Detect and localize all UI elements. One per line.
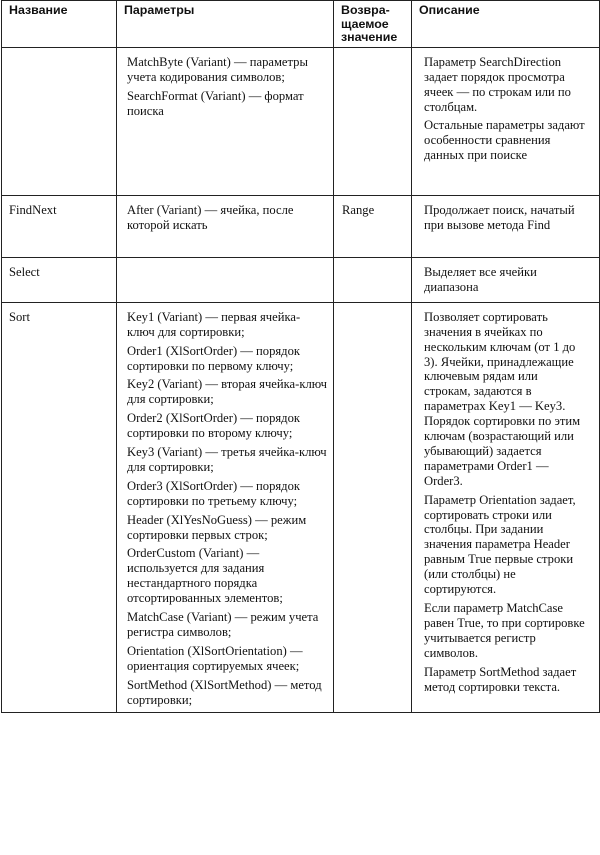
params-cell xyxy=(117,47,334,195)
param-text: Order1 (XlSortOrder) — порядок сортировки по первому ключу; xyxy=(127,343,300,373)
desc-cell xyxy=(412,302,600,712)
method-name-cell: FindNext xyxy=(2,195,117,257)
param-text: Key3 (Variant) — третья ячейка-ключ для сортировки; xyxy=(127,445,327,474)
desc-text: Параметр SortMethod задает метод сортировки текста. xyxy=(424,664,577,694)
returns-cell xyxy=(334,302,412,712)
param-text: SortMethod (XlSortMethod) — метод сортировки; xyxy=(127,677,322,707)
header-desc: Описание xyxy=(412,1,600,48)
header-params: Параметры xyxy=(117,1,334,48)
table-row xyxy=(2,195,600,257)
header-returns xyxy=(334,1,412,48)
param-text: Key1 (Variant) — первая ячейка-ключ для сортировки; xyxy=(127,309,301,339)
desc-cell xyxy=(412,257,600,302)
table-header-row xyxy=(2,1,600,48)
desc-text: Параметр Orientation задает, сортировать строки или столбцы. При задании значения параметра Header равным True первые строки (или столбцы) не сортируются. xyxy=(424,492,576,597)
desc-text: Остальные параметры задают особенности сравнения данных при поиске xyxy=(424,118,585,163)
desc-text: Позволяет сортировать значения в ячейках по нескольким ключам (от 1 до 3). Ячейки, принадлежащие ключевым рядам или строкам, задаются в параметрах Key1 — Key3. Порядок сортировки по этим ключам (возрастающий или убывающий) задается параметрами Order1 — Order3. xyxy=(424,309,581,488)
params-cell xyxy=(117,195,334,257)
header-name: Название xyxy=(2,1,117,48)
params-cell xyxy=(117,302,334,712)
param-text: Order3 (XlSortOrder) — порядок сортировки по третьему ключу; xyxy=(127,478,300,508)
table-row xyxy=(2,47,600,195)
params-cell xyxy=(117,257,334,302)
param-text: OrderCustom (Variant) — используется для задания нестандартного порядка отсортированных элементов; xyxy=(127,546,283,606)
desc-text: Выделяет все ячейки диапазона xyxy=(424,264,537,294)
param-text: Orientation (XlSortOrientation) — ориентация сортируемых ячеек; xyxy=(127,643,303,673)
table-row xyxy=(2,302,600,712)
method-name-cell xyxy=(2,47,117,195)
returns-cell: Range xyxy=(334,195,412,257)
desc-text: Параметр SearchDirection задает порядок просмотра ячеек — по строкам или по столбцам. xyxy=(424,54,571,114)
param-text: MatchCase (Variant) — режим учета регистра символов; xyxy=(127,610,319,639)
param-text: After (Variant) — ячейка, после которой искать xyxy=(127,202,294,232)
table-row xyxy=(2,257,600,302)
param-text: MatchByte (Variant) — параметры учета кодирования символов; xyxy=(127,54,308,84)
header-returns-line-3: значение xyxy=(341,30,398,45)
method-name-cell: Sort xyxy=(2,302,117,712)
methods-table xyxy=(1,0,600,713)
returns-cell xyxy=(334,47,412,195)
param-text: Key2 (Variant) — вторая ячейка-ключ для сортировки; xyxy=(127,377,327,407)
param-text: Header (XlYesNoGuess) — режим сортировки первых строк; xyxy=(127,512,307,542)
method-name-cell: Select xyxy=(2,257,117,302)
desc-text: Продолжает поиск, начатый при вызове метода Find xyxy=(424,202,575,232)
param-text: Order2 (XlSortOrder) — порядок сортировки по второму ключу; xyxy=(127,411,300,441)
desc-text: Если параметр MatchCase равен True, то при сортировке учитывается регистр символов. xyxy=(424,601,585,660)
header-returns-line-1: Возвра- xyxy=(341,3,390,17)
header-returns-line-2: щаемое xyxy=(341,16,389,31)
param-text: SearchFormat (Variant) — формат поиска xyxy=(127,88,304,118)
desc-cell xyxy=(412,195,600,257)
desc-cell xyxy=(412,47,600,195)
returns-cell xyxy=(334,257,412,302)
